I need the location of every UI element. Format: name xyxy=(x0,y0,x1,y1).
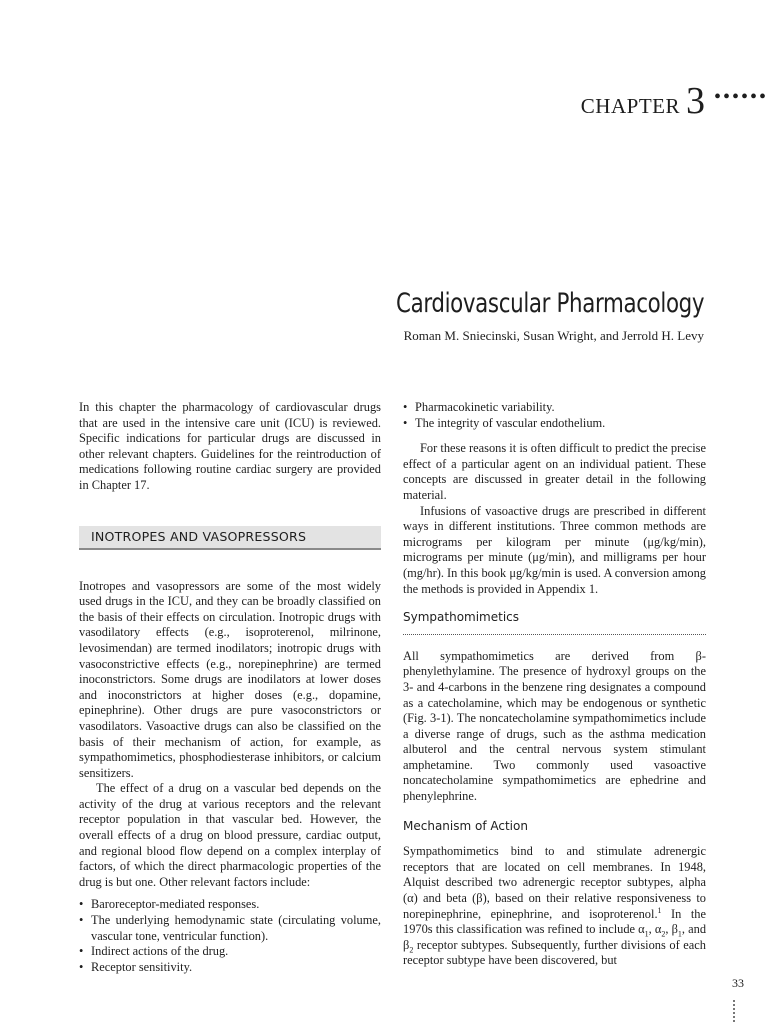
list-item: • Baroreceptor-mediated responses. xyxy=(79,897,381,913)
body-paragraph xyxy=(403,844,706,969)
right-column xyxy=(403,400,706,969)
list-item: • Pharmacokinetic variability. xyxy=(403,400,706,416)
subheading-sympathomimetics: Sympathomimetics xyxy=(403,610,706,635)
page-number: 33 xyxy=(732,976,744,990)
chapter-dots-ornament: •••••• xyxy=(713,86,768,108)
citation-superscript: 1 xyxy=(657,905,662,915)
chapter-label: CHAPTER xyxy=(580,94,680,118)
factor-list xyxy=(79,897,381,975)
intro-paragraph: In this chapter the pharmacology of cardiovascular drugs that are used in the intensive care unit (ICU) is reviewed. Specific indications for particular drugs are discussed in other relevant chapters. Guidelines for the reintroduction of medications following routine cardiac surgery are provided in Chapter 17. xyxy=(79,400,381,492)
text-run: In the 1970s this classification was refined to include α xyxy=(403,906,707,937)
chapter-number: 3 xyxy=(685,80,705,122)
list-item: • The integrity of vascular endothelium. xyxy=(403,416,706,432)
text-run: Sympathomimetics bind to and stimulate adrenergic receptors that are located on cell membranes. In 1948, Alquist described two adrenergic receptor subtypes, alpha (α) and beta (β), based on their relative responsiveness to norepinephrine, epinephrine, and isoproterenol. xyxy=(403,844,706,921)
text-run: , β xyxy=(665,922,678,937)
left-column xyxy=(79,400,381,975)
body-paragraph: All sympathomimetics are derived from β-phenylethylamine. The presence of hydroxyl groups on the 3- and 4-carbons in the benzene ring designates a compound as a catecholamine, which may be endogenous or synthetic (Fig. 3-1). The noncatecholamine sympathomimetics include a diverse range of drugs, such as the asthma medication albuterol and the central nervous system stimulant amphetamine. Two commonly used vasoactive noncatecholamine sympathomimetics are ephedrine and phenylephrine. xyxy=(403,648,706,804)
subscript: 2 xyxy=(409,945,414,955)
authors-line: Roman M. Sniecinski, Susan Wright, and Jerrold H. Levy xyxy=(403,328,704,343)
text-run: , and β xyxy=(403,922,707,952)
body-paragraph: Infusions of vasoactive drugs are prescribed in different ways in different institutions. Three common methods are micrograms per kilogram per minute (μg/kg/min), micrograms per minute (μg/min), and milligrams per hour (mg/hr). In this book μg/kg/min is used. A conversion among the methods is provided in Appendix 1. xyxy=(403,503,706,596)
list-item: • Indirect actions of the drug. xyxy=(79,944,381,960)
factor-list-continued xyxy=(403,400,706,431)
text-run: receptor subtypes. Subsequently, further divisions of each receptor subtype have been discovered, but xyxy=(403,937,706,968)
subscript: 1 xyxy=(677,929,682,939)
body-paragraph: The effect of a drug on a vascular bed depends on the activity of the drug at various receptors and the relevant receptor population in that vascular bed. However, the overall effects of a drug on blood pressure, cardiac output, and regional blood flow depend on a complex interplay of factors, of which the direct pharmacologic properties of the drug is but one. Other relevant factors include: xyxy=(79,781,381,889)
list-item: • The underlying hemodynamic state (circulating volume, vascular tone, ventricular function). xyxy=(79,913,381,944)
list-item: • Receptor sensitivity. xyxy=(79,960,381,976)
text-run: , α xyxy=(648,922,662,937)
section-heading: INOTROPES AND VASOPRESSORS xyxy=(91,528,307,544)
subscript: 2 xyxy=(661,929,666,939)
subheading-mechanism: Mechanism of Action xyxy=(403,818,528,833)
subscript: 1 xyxy=(644,929,649,939)
body-paragraph: For these reasons it is often difficult to predict the precise effect of a particular agent on an individual patient. These concepts are discussed in greater detail in the following material. xyxy=(403,441,706,502)
section-heading-bar xyxy=(79,526,381,550)
chapter-heading xyxy=(581,82,768,122)
chapter-title: Cardiovascular Pharmacology xyxy=(395,288,704,319)
page-dots-ornament xyxy=(733,1000,737,1022)
body-paragraph: Inotropes and vasopressors are some of the most widely used drugs in the ICU, and they can be broadly classified on the basis of their effects on circulation. Inotropic drugs with vasodilatory effects (e.g., isoproterenol, milrinone, levosimendan) are termed inodilators; inotropic drugs with vasoconstrictive effects (e.g., norepinephrine) are termed inoconstrictors. Some drugs are inodilators at lower doses and inoconstrictors at higher doses (e.g., dopamine, epinephrine). Other drugs are pure vasoconstrictors or vasodilators. Vasoactive drugs can also be classified on the basis of their mechanism of action, for example, as sympathomimetics, phosphodiesterase inhibitors, or calcium sensitizers. xyxy=(79,578,381,780)
